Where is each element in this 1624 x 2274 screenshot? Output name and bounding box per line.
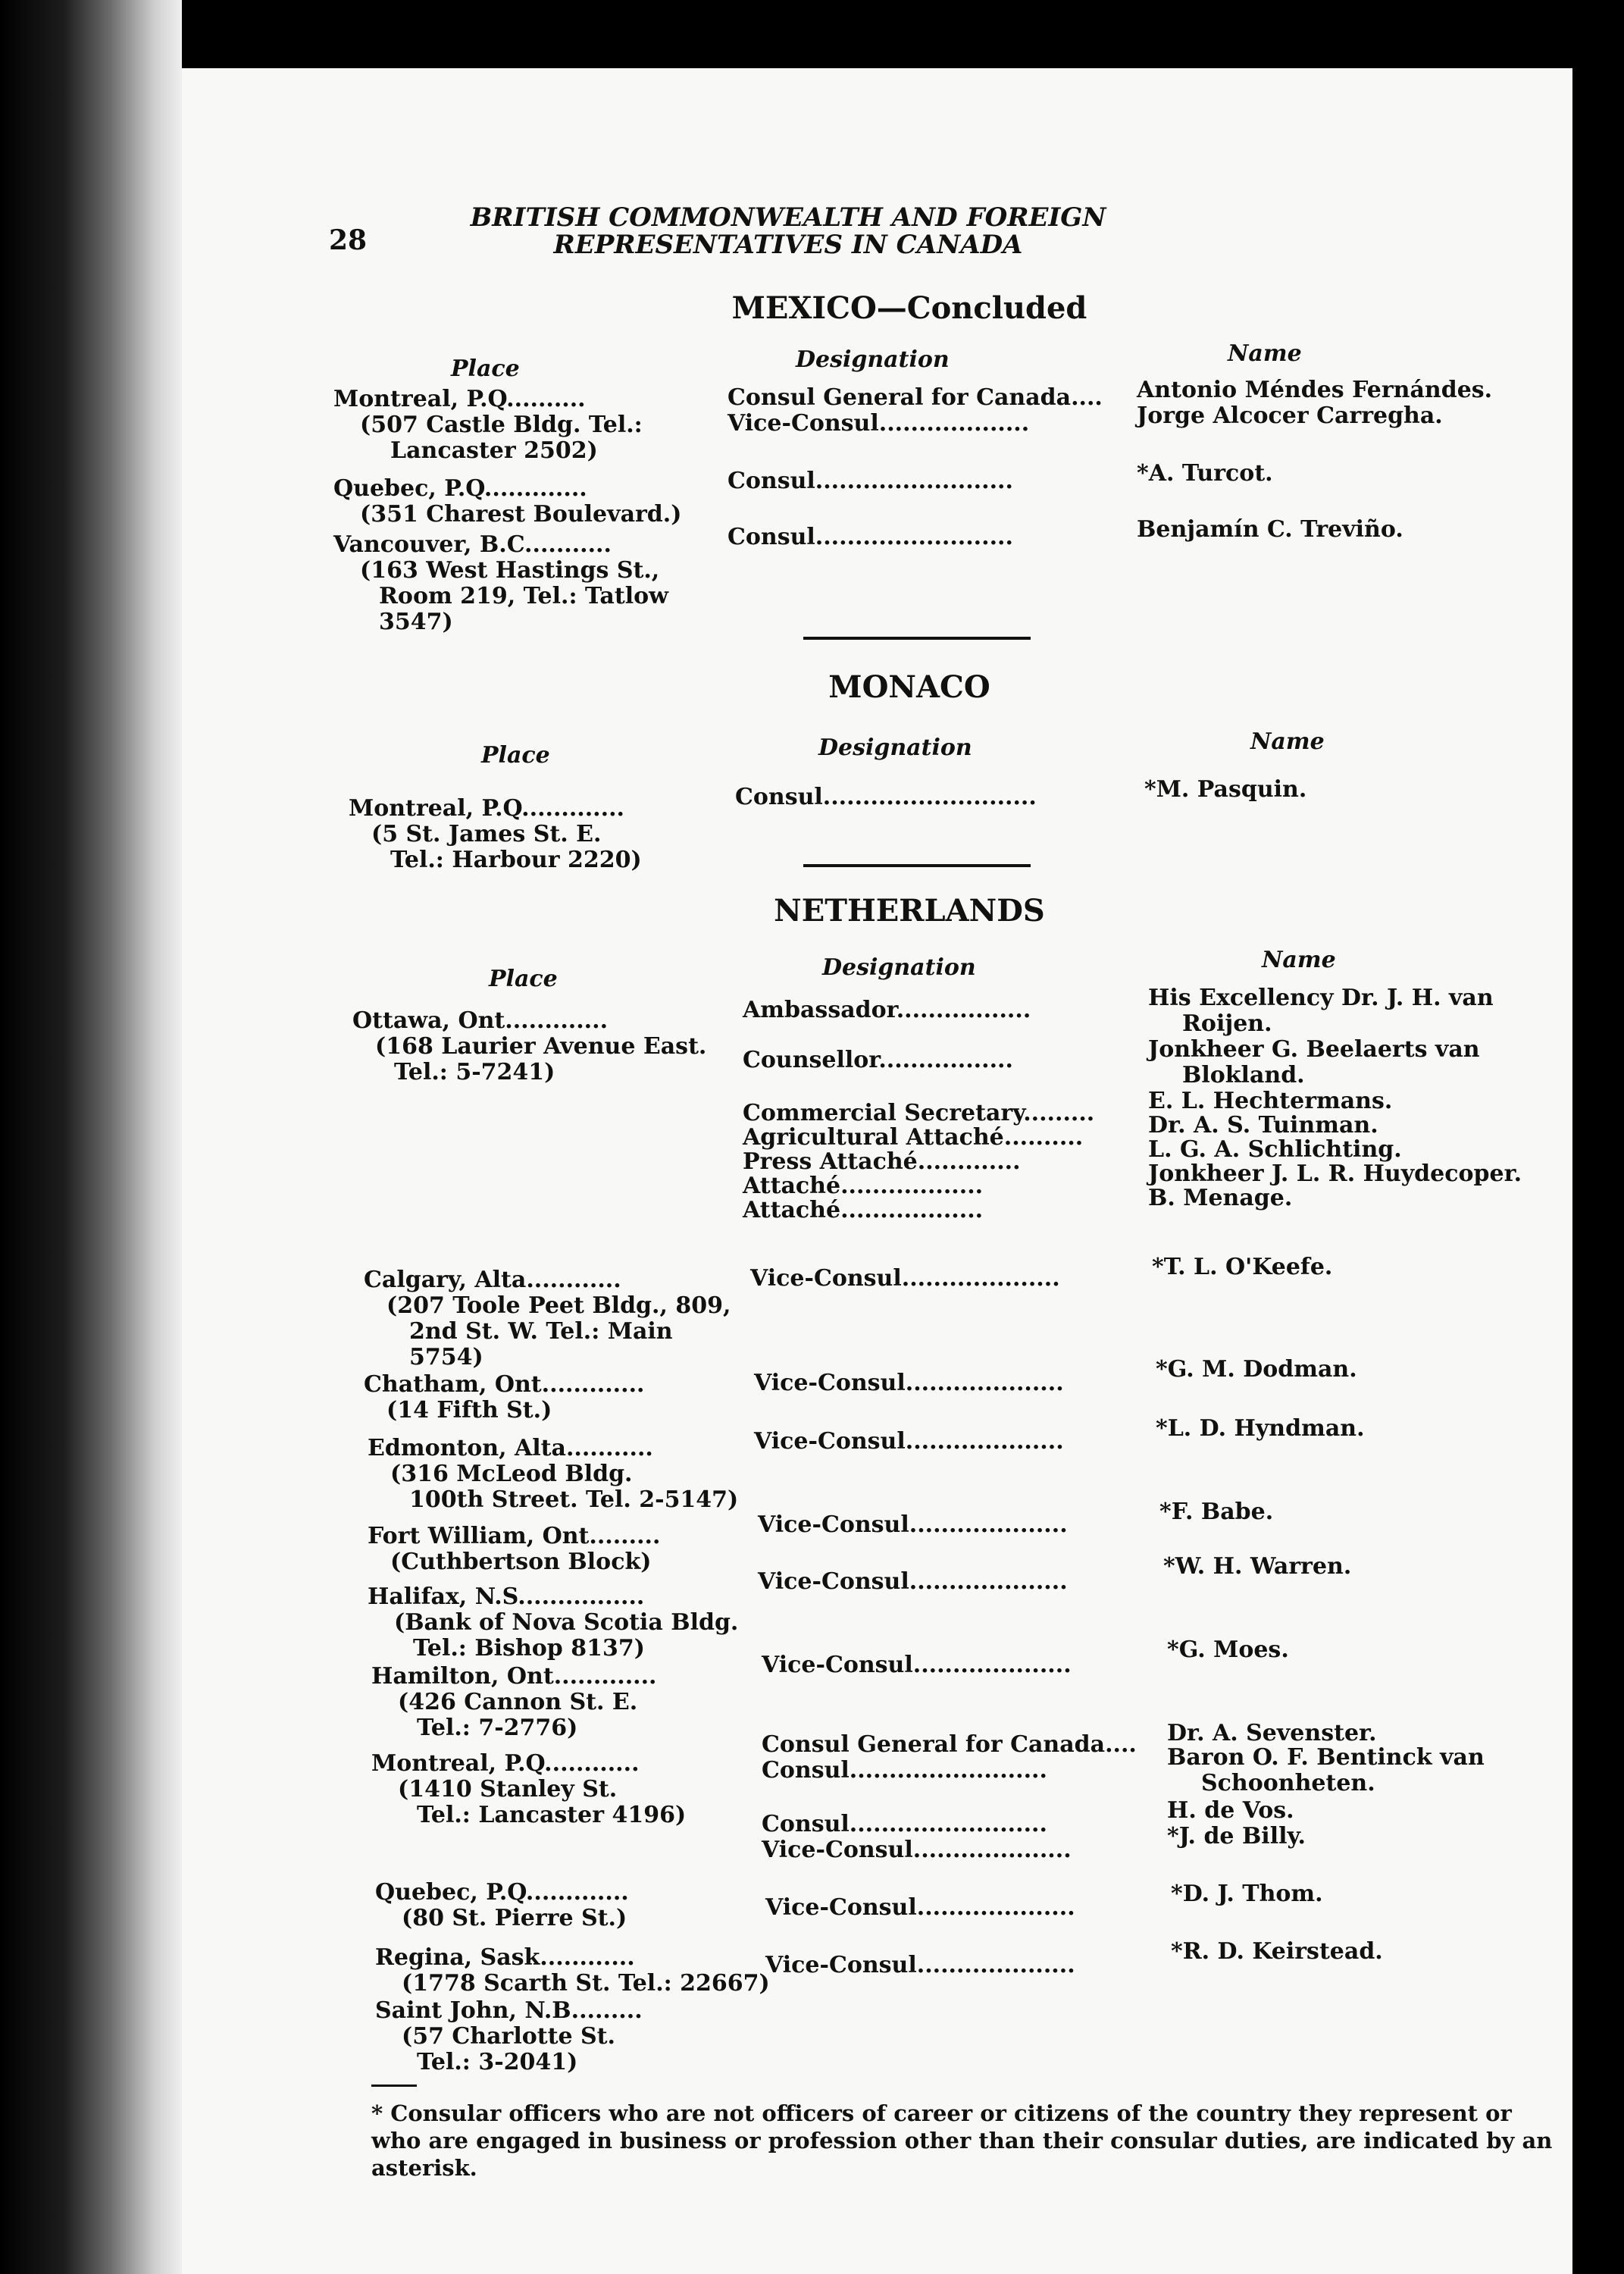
footnote-rule <box>371 2084 417 2087</box>
address-line: 3547) <box>379 609 453 635</box>
designation: Agricultural Attaché.......... <box>743 1124 1084 1151</box>
official-name: *G. M. Dodman. <box>1156 1356 1357 1383</box>
page-number: 28 <box>329 224 368 256</box>
running-header-line2: REPRESENTATIVES IN CANADA <box>553 230 1023 260</box>
official-name: *A. Turcot. <box>1137 460 1273 487</box>
designation: Vice-Consul................... <box>728 410 1030 437</box>
official-name: Roijen. <box>1182 1010 1272 1037</box>
designation: Vice-Consul.................... <box>750 1265 1060 1292</box>
place-hamilton: Hamilton, Ont............. <box>371 1663 657 1690</box>
designation: Consul......................... <box>762 1757 1047 1784</box>
official-name: H. de Vos. <box>1167 1797 1294 1824</box>
official-name: Dr. A. Sevenster. <box>1167 1720 1377 1746</box>
official-name: Dr. A. S. Tuinman. <box>1148 1112 1378 1139</box>
address-line: 2nd St. W. Tel.: Main <box>409 1318 673 1345</box>
col-header-designation: Designation <box>822 954 976 981</box>
place-montreal: Montreal, P.Q............ <box>371 1750 640 1777</box>
official-name: *T. L. O'Keefe. <box>1152 1254 1333 1280</box>
official-name: *F. Babe. <box>1159 1499 1274 1525</box>
section-title-netherlands: NETHERLANDS <box>774 893 1045 929</box>
official-name: Jonkheer J. L. R. Huydecoper. <box>1148 1160 1522 1187</box>
designation: Consul General for Canada.... <box>762 1731 1137 1758</box>
address-line: Tel.: Lancaster 4196) <box>417 1802 687 1828</box>
designation: Vice-Consul.................... <box>762 1837 1072 1863</box>
address-line: (507 Castle Bldg. Tel.: <box>360 412 643 438</box>
designation: Attaché.................. <box>743 1197 984 1223</box>
address-line: (Bank of Nova Scotia Bldg. <box>394 1609 739 1636</box>
col-header-designation: Designation <box>796 346 950 373</box>
section-title-monaco: MONACO <box>828 669 990 705</box>
official-name: *J. de Billy. <box>1167 1823 1306 1850</box>
designation: Vice-Consul.................... <box>758 1568 1068 1595</box>
footnote: * Consular officers who are not officers of career or citizens of the country they represent or who are engaged in business or profession other than their consular duties, are indicated by an asterisk. <box>371 2100 1553 2181</box>
section-divider <box>803 864 1031 867</box>
place-quebec: Quebec, P.Q............. <box>375 1879 629 1906</box>
designation: Vice-Consul.................... <box>762 1652 1072 1678</box>
address-line: (57 Charlotte St. <box>402 2023 615 2050</box>
address-line: Room 219, Tel.: Tatlow <box>379 583 668 609</box>
document-page <box>182 68 1572 2274</box>
address-line: Tel.: 7-2776) <box>417 1715 578 1741</box>
designation: Vice-Consul.................... <box>754 1370 1064 1396</box>
address-line: Tel.: Bishop 8137) <box>413 1635 645 1662</box>
address-line: (168 Laurier Avenue East. <box>375 1033 707 1060</box>
designation: Vice-Consul.................... <box>758 1511 1068 1538</box>
book-binding <box>0 0 182 2274</box>
official-name: L. G. A. Schlichting. <box>1148 1136 1402 1163</box>
place-fort-william: Fort William, Ont......... <box>368 1523 661 1549</box>
designation: Press Attaché............. <box>743 1148 1021 1175</box>
official-name: His Excellency Dr. J. H. van <box>1148 985 1494 1011</box>
place-ottawa: Ottawa, Ont............. <box>352 1007 609 1034</box>
official-name: Baron O. F. Bentinck van <box>1167 1744 1485 1771</box>
official-name: *G. Moes. <box>1167 1637 1289 1663</box>
address-line: (1410 Stanley St. <box>398 1776 618 1803</box>
designation: Commercial Secretary......... <box>743 1100 1095 1126</box>
place-calgary: Calgary, Alta............ <box>364 1267 621 1293</box>
place-edmonton: Edmonton, Alta........... <box>368 1435 653 1461</box>
address-line: 100th Street. Tel. 2-5147) <box>409 1486 739 1513</box>
designation: Consul General for Canada.... <box>728 384 1103 411</box>
place-montreal: Montreal, P.Q............. <box>349 795 624 822</box>
col-header-designation: Designation <box>818 735 972 761</box>
col-header-name: Name <box>1262 947 1336 973</box>
address-line: 5754) <box>409 1344 483 1370</box>
designation: Vice-Consul.................... <box>754 1428 1064 1455</box>
place-montreal: Montreal, P.Q.......... <box>333 386 586 412</box>
official-name: *L. D. Hyndman. <box>1156 1415 1365 1442</box>
designation: Consul........................... <box>735 784 1037 810</box>
designation: Attaché.................. <box>743 1173 984 1199</box>
official-name: E. L. Hechtermans. <box>1148 1088 1393 1114</box>
place-saint-john: Saint John, N.B......... <box>375 1997 643 2024</box>
address-line: (316 McLeod Bldg. <box>390 1461 633 1487</box>
place-vancouver: Vancouver, B.C........... <box>333 531 612 558</box>
designation: Ambassador................. <box>743 997 1031 1023</box>
address-line: (14 Fifth St.) <box>386 1397 552 1424</box>
col-header-place: Place <box>489 966 558 992</box>
address-line: (207 Toole Peet Bldg., 809, <box>386 1292 731 1319</box>
official-name: B. Menage. <box>1148 1185 1293 1211</box>
address-line: (80 St. Pierre St.) <box>402 1905 627 1931</box>
designation: Consul......................... <box>762 1811 1047 1837</box>
official-name: Jonkheer G. Beelaerts van <box>1148 1036 1480 1063</box>
designation: Consul......................... <box>728 468 1013 494</box>
place-chatham: Chatham, Ont............. <box>364 1371 645 1398</box>
section-title-mexico: MEXICO—Concluded <box>731 290 1087 326</box>
address-line: Tel.: 3-2041) <box>417 2049 578 2075</box>
official-name: *D. J. Thom. <box>1171 1881 1323 1907</box>
official-name: *W. H. Warren. <box>1163 1553 1352 1580</box>
place-quebec: Quebec, P.Q............. <box>333 475 587 502</box>
section-divider <box>803 637 1031 640</box>
col-header-place: Place <box>451 356 520 382</box>
col-header-name: Name <box>1250 728 1325 755</box>
address-line: (Cuthbertson Block) <box>390 1549 652 1575</box>
place-regina: Regina, Sask............ <box>375 1944 635 1971</box>
official-name: *M. Pasquin. <box>1144 776 1307 803</box>
address-line: Lancaster 2502) <box>390 437 598 464</box>
address-line: Tel.: Harbour 2220) <box>390 847 642 873</box>
official-name: Antonio Méndes Fernándes. <box>1137 377 1493 403</box>
address-line: (163 West Hastings St., <box>360 557 660 584</box>
address-line: (5 St. James St. E. <box>371 821 602 847</box>
address-line: (351 Charest Boulevard.) <box>360 501 682 528</box>
official-name: Benjamín C. Treviño. <box>1137 516 1403 543</box>
place-halifax: Halifax, N.S................ <box>368 1583 645 1610</box>
official-name: Schoonheten. <box>1201 1770 1375 1796</box>
designation: Counsellor................. <box>743 1047 1013 1073</box>
col-header-place: Place <box>481 742 550 769</box>
running-header-line1: BRITISH COMMONWEALTH AND FOREIGN <box>470 202 1106 233</box>
designation: Consul......................... <box>728 524 1013 550</box>
address-line: (1778 Scarth St. Tel.: 22667) <box>402 1970 770 1997</box>
address-line: Tel.: 5-7241) <box>394 1059 555 1085</box>
col-header-name: Name <box>1228 340 1302 367</box>
designation: Vice-Consul.................... <box>765 1952 1075 1978</box>
official-name: Jorge Alcocer Carregha. <box>1137 402 1443 429</box>
official-name: Blokland. <box>1182 1062 1305 1088</box>
official-name: *R. D. Keirstead. <box>1171 1938 1383 1965</box>
address-line: (426 Cannon St. E. <box>398 1689 638 1715</box>
designation: Vice-Consul.................... <box>765 1894 1075 1921</box>
